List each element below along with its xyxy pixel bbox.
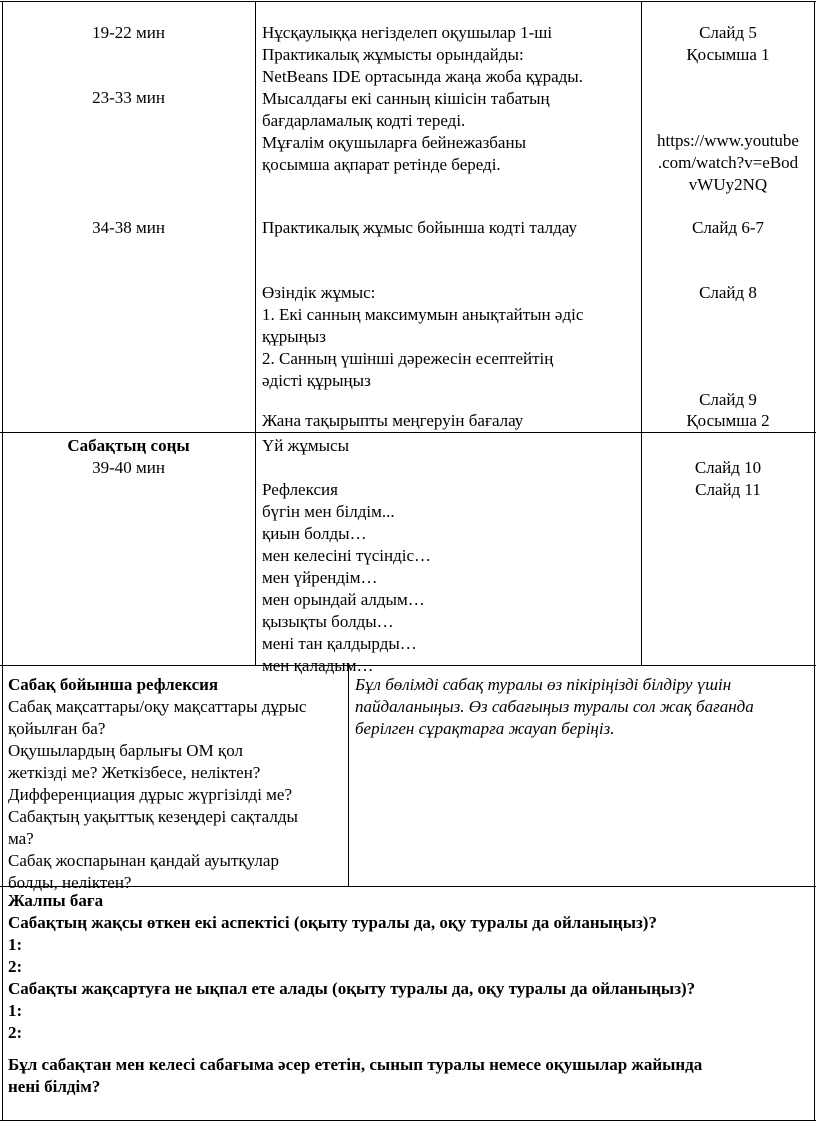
reflection-question: Оқушылардың барлығы ОМ қол bbox=[8, 741, 243, 760]
resource-slide-8: Слайд 8 bbox=[699, 283, 757, 302]
resource-slide-6-7: Слайд 6-7 bbox=[691, 218, 765, 237]
reflection-question: ма? bbox=[8, 829, 34, 848]
activity-line: Нұсқаулыққа негізделеп оқушылар 1-ші bbox=[262, 23, 553, 42]
activity-assessment: Жана тақырыпты меңгеруін бағалау bbox=[262, 411, 524, 430]
summary-question-learned: Бұл сабақтан мен келесі сабағыма әсер ететін, сынып туралы немесе оқушылар жайында bbox=[8, 1055, 703, 1074]
reflection-question: Сабақ мақсаттары/оқу мақсаттары дұрыс bbox=[8, 697, 307, 716]
resource-appendix-2: Қосымша 2 bbox=[686, 411, 770, 430]
activity-line: қосымша ақпарат ретінде береді. bbox=[262, 155, 501, 174]
reflection-prompt: мен орындай алдым… bbox=[262, 590, 425, 609]
reflection-prompt: мен қаладым… bbox=[262, 656, 374, 675]
table-bottom-border bbox=[0, 1120, 816, 1121]
time-23-33: 23-33 мин bbox=[92, 88, 165, 107]
reflection-question: Сабақтың уақыттық кезеңдері сақталды bbox=[8, 807, 298, 826]
reflection-prompt: мені тан қалдырды… bbox=[262, 634, 417, 653]
link-line: vWUy2NQ bbox=[688, 175, 768, 194]
summary-title: Жалпы баға bbox=[8, 891, 104, 910]
resource-slide-9: Слайд 9 bbox=[699, 390, 757, 409]
summary-block bbox=[8, 890, 808, 1098]
activity-line: 1. Екі санның максимумын анықтайтын әдіс bbox=[262, 305, 584, 324]
activity-line: NetBeans IDE ортасында жаңа жоба құрады. bbox=[262, 67, 583, 86]
summary-question-learned: нені білдім? bbox=[8, 1077, 101, 1096]
activity-code-analysis: Практикалық жұмыс бойынша кодті талдау bbox=[262, 218, 577, 237]
summary-question-positive: Сабақтың жақсы өткен екі аспектісі (оқыту туралы да, оқу туралы да ойланыңыз)? bbox=[8, 913, 657, 932]
instruction-line: Бұл бөлімді сабақ туралы өз пікіріңізді білдіру үшін bbox=[355, 675, 732, 694]
instruction-line: берілген сұрақтарға жауап беріңіз. bbox=[355, 719, 615, 738]
activity-block-1 bbox=[262, 22, 638, 176]
activity-line: бағдарламалық кодті тереді. bbox=[262, 111, 466, 130]
homework-label: Үй жұмысы bbox=[262, 436, 350, 455]
reflection-prompt: бүгін мен білдім... bbox=[262, 502, 395, 521]
reflection-question: Сабақ жоспарынан қандай ауытқулар bbox=[8, 851, 279, 870]
reflection-block-title: Сабақ бойынша рефлексия bbox=[8, 675, 219, 694]
activity-line: Мысалдағы екі санның кішісін табатың bbox=[262, 89, 550, 108]
answer-slot-4: 2: bbox=[8, 1023, 23, 1042]
instruction-line: пайдаланыңыз. Өз сабағыңыз туралы сол жақ бағанда bbox=[355, 697, 754, 716]
reflection-prompt: мен келесіні түсіндіс… bbox=[262, 546, 432, 565]
reflection-question: болды, неліктен? bbox=[8, 873, 132, 892]
activity-line: Мұғалім оқушыларға бейнежазбаны bbox=[262, 133, 526, 152]
resource-video-link[interactable] bbox=[642, 130, 814, 196]
answer-slot-3: 1: bbox=[8, 1001, 23, 1020]
row-divider-end bbox=[0, 432, 816, 433]
reflection-question: қойылған ба? bbox=[8, 719, 106, 738]
resource-slide-11: Слайд 11 bbox=[695, 480, 761, 499]
reflection-questions bbox=[8, 696, 346, 894]
activity-line: Практикалық жұмысты орындайды: bbox=[262, 45, 524, 64]
table-left-border bbox=[2, 1, 3, 1121]
activity-line: құрыңыз bbox=[262, 327, 326, 346]
reflection-prompt: қызықты болды… bbox=[262, 612, 394, 631]
reflection-prompts bbox=[262, 501, 638, 677]
activity-block-independent bbox=[262, 282, 638, 392]
col-divider-reflection bbox=[348, 665, 349, 886]
table-right-border bbox=[814, 1, 815, 1121]
resource-slide-10: Слайд 10 bbox=[694, 458, 762, 477]
answer-slot-2: 2: bbox=[8, 957, 23, 976]
table-top-border bbox=[0, 1, 816, 2]
resource-appendix-1: Қосымша 1 bbox=[686, 45, 770, 64]
link-line: .com/watch?v=eBod bbox=[657, 153, 799, 172]
summary-question-improve: Сабақты жақсартуға не ықпал ете алады (оқыту туралы да, оқу туралы да ойланыңыз)? bbox=[8, 979, 696, 998]
activity-line: 2. Санның үшінші дәрежесін есептейтің bbox=[262, 349, 554, 368]
lesson-end-time: 39-40 мин bbox=[92, 458, 165, 477]
reflection-label: Рефлексия bbox=[262, 480, 338, 499]
reflection-prompt: қиын болды… bbox=[262, 524, 367, 543]
reflection-instruction bbox=[355, 674, 811, 740]
link-line: https://www.youtube bbox=[657, 131, 799, 150]
time-34-38: 34-38 мин bbox=[92, 218, 165, 237]
activity-line: әдісті құрыңыз bbox=[262, 371, 371, 390]
answer-slot-1: 1: bbox=[8, 935, 23, 954]
col-divider-time bbox=[255, 1, 256, 666]
spacer bbox=[8, 1044, 808, 1054]
activity-line: Өзіндік жұмыс: bbox=[262, 283, 376, 302]
col-divider-resources bbox=[641, 1, 642, 666]
reflection-question: жеткізді ме? Жеткізбесе, неліктен? bbox=[8, 763, 261, 782]
lesson-end-title: Сабақтың соңы bbox=[67, 436, 190, 455]
time-19-22: 19-22 мин bbox=[92, 23, 165, 42]
resource-slide-5: Слайд 5 bbox=[699, 23, 757, 42]
reflection-question: Дифференциация дұрыс жүргізілді ме? bbox=[8, 785, 293, 804]
reflection-prompt: мен үйрендім… bbox=[262, 568, 378, 587]
